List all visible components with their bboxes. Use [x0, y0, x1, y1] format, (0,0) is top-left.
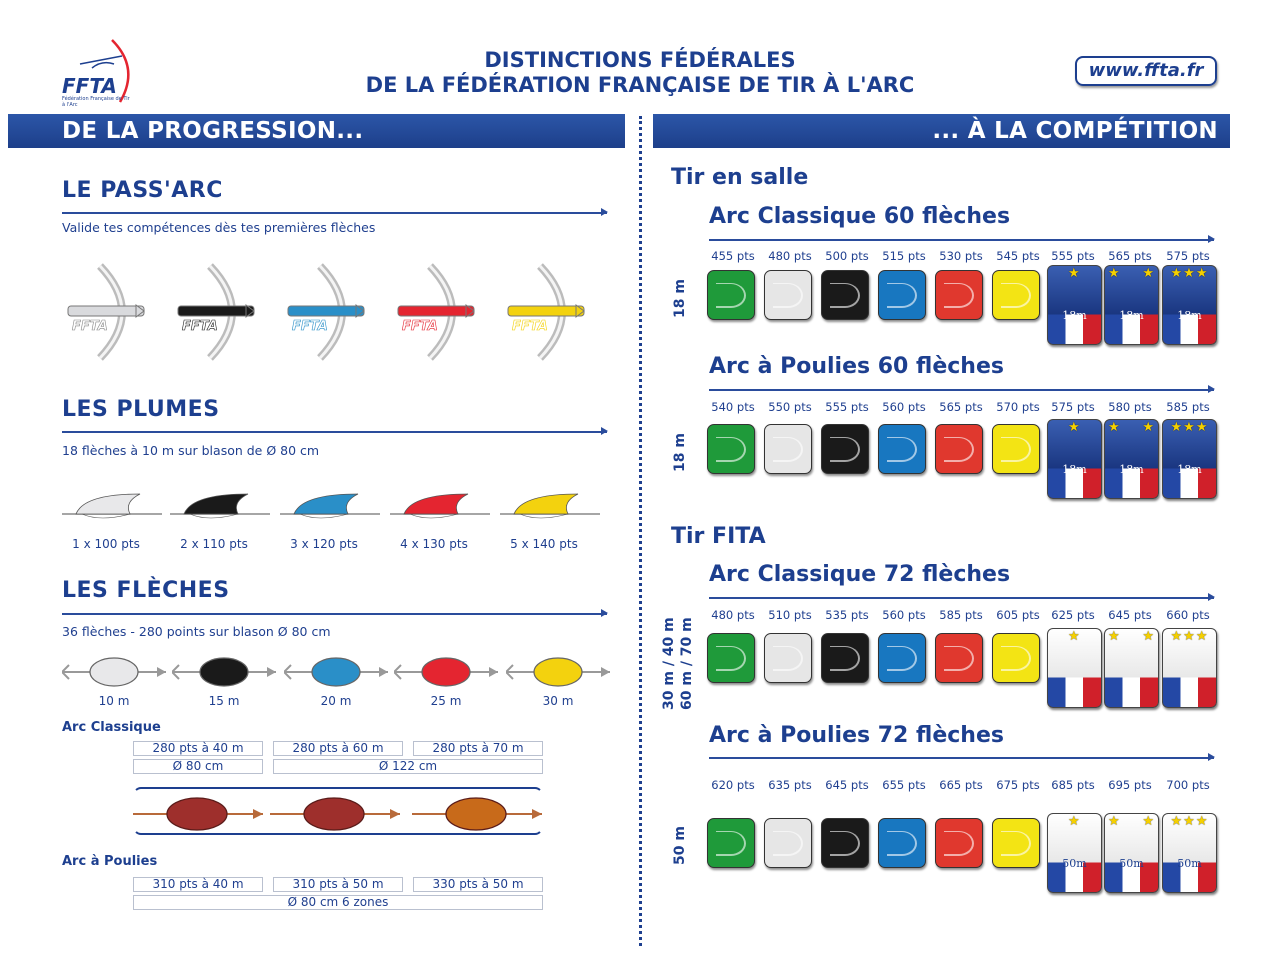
svg-text:FFTA: FFTA: [182, 319, 218, 334]
star-medal-icon: [1162, 419, 1217, 499]
poulies-box-3: 330 pts à 50 m: [413, 877, 543, 892]
star-icon: ★★★: [1170, 420, 1209, 435]
score-label: 555 pts: [825, 400, 869, 414]
passarc-badge-icon: [58, 262, 142, 362]
score-label: 500 pts: [825, 249, 869, 263]
score-label: 655 pts: [882, 778, 926, 792]
passarc-badge-icon: [388, 262, 472, 362]
score-label: 685 pts: [1051, 778, 1095, 792]
arrow-badge-icon: [506, 656, 610, 688]
medal-distance-label: 50m: [1119, 857, 1144, 870]
star-icon: ★: [1142, 814, 1155, 829]
website-link[interactable]: [1075, 56, 1217, 86]
score-label: 550 pts: [768, 400, 812, 414]
page-title-line1: DISTINCTIONS FÉDÉRALES: [484, 48, 796, 72]
star-icon: ★: [1108, 629, 1121, 644]
score-label: 645 pts: [825, 778, 869, 792]
star-icon: ★: [1068, 814, 1081, 829]
arrow-distance-label: 10 m: [98, 694, 130, 708]
star-icon: ★: [1108, 266, 1121, 281]
plumes-rule: [62, 431, 607, 433]
medal-distance-label: 18m: [1062, 309, 1087, 322]
star-medal-icon: [1104, 628, 1159, 708]
star-medal-icon: [1047, 628, 1102, 708]
color-badge-icon: [992, 633, 1040, 683]
star-icon: ★: [1068, 266, 1081, 281]
star-medal-icon: [1162, 628, 1217, 708]
passarc-badge-icon: [498, 262, 582, 362]
arrow-distance-label: 30 m: [542, 694, 574, 708]
website-label: www.ffta.fr: [1088, 60, 1204, 81]
color-badge-icon: [764, 818, 812, 868]
fita-classique-distance-1: 30 m / 40 m: [661, 617, 677, 710]
color-badge-icon: [935, 424, 983, 474]
fita-classique-rule: [709, 597, 1214, 599]
score-label: 585 pts: [939, 608, 983, 622]
feather-icon: [278, 492, 378, 526]
medal-distance-label: 50m: [1062, 857, 1087, 870]
plumes-subtitle: 18 flèches à 10 m sur blason de Ø 80 cm: [62, 443, 320, 458]
passarc-badge-icon: [278, 262, 362, 362]
score-label: 555 pts: [1051, 249, 1095, 263]
score-label: 515 pts: [882, 249, 926, 263]
poulies-box-1: 310 pts à 40 m: [133, 877, 263, 892]
score-label: 545 pts: [996, 249, 1040, 263]
star-icon: ★: [1068, 629, 1081, 644]
star-medal-icon: [1104, 419, 1159, 499]
star-icon: ★: [1142, 629, 1155, 644]
score-label: 560 pts: [882, 608, 926, 622]
star-icon: ★: [1108, 814, 1121, 829]
color-badge-icon: [878, 633, 926, 683]
star-icon: [1105, 267, 1158, 281]
svg-text:FFTA: FFTA: [292, 319, 328, 334]
color-badge-icon: [764, 633, 812, 683]
color-badge-icon: [935, 270, 983, 320]
classique-diam-1: Ø 80 cm: [133, 759, 263, 774]
score-label: 605 pts: [996, 608, 1040, 622]
right-banner-label: ... À LA COMPÉTITION: [932, 118, 1218, 144]
star-icon: [1105, 630, 1158, 644]
color-badge-icon: [707, 633, 755, 683]
star-icon: ★★★: [1170, 814, 1209, 829]
score-label: 700 pts: [1166, 778, 1210, 792]
fleches-title: LES FLÈCHES: [62, 578, 230, 603]
color-badge-icon: [764, 270, 812, 320]
color-badge-icon: [821, 270, 869, 320]
left-banner: [8, 114, 625, 148]
fita-poulies-distance: 50 m: [672, 826, 688, 865]
score-label: 645 pts: [1108, 608, 1152, 622]
score-label: 695 pts: [1108, 778, 1152, 792]
star-medal-icon: [1104, 813, 1159, 893]
svg-text:FFTA: FFTA: [72, 319, 108, 334]
score-label: 585 pts: [1166, 400, 1210, 414]
svg-text:FFTA: FFTA: [402, 319, 438, 334]
color-badge-icon: [707, 818, 755, 868]
star-medal-icon: [1047, 813, 1102, 893]
passarc-badge-icon: [168, 262, 252, 362]
star-icon: [1105, 421, 1158, 435]
score-label: 625 pts: [1051, 608, 1095, 622]
arrow-badge-icon: [172, 656, 276, 688]
arrow-distance-label: 15 m: [208, 694, 240, 708]
svg-text:FFTA: FFTA: [512, 319, 548, 334]
star-medal-icon: [1047, 265, 1102, 345]
score-label: 660 pts: [1166, 608, 1210, 622]
score-label: 535 pts: [825, 608, 869, 622]
score-label: 455 pts: [711, 249, 755, 263]
arrow-badge-icon: [62, 656, 166, 688]
center-divider: [639, 116, 642, 946]
medal-distance-label: 18m: [1177, 309, 1202, 322]
arrow-badge-icon: [394, 656, 498, 688]
page-title-line2: DE LA FÉDÉRATION FRANÇAISE DE TIR À L'ARC: [365, 73, 915, 97]
star-icon: ★: [1142, 266, 1155, 281]
star-icon: ★: [1142, 420, 1155, 435]
star-icon: [1105, 815, 1158, 829]
score-label: 540 pts: [711, 400, 755, 414]
score-label: 530 pts: [939, 249, 983, 263]
fleches-rule: [62, 613, 607, 615]
passarc-rule: [62, 212, 607, 214]
poulies-diam: Ø 80 cm 6 zones: [133, 895, 543, 910]
score-label: 560 pts: [882, 400, 926, 414]
plume-score-label: 4 x 130 pts: [400, 537, 468, 551]
bronze-arrow-icon: [133, 795, 263, 833]
feather-icon: [498, 492, 598, 526]
star-icon: ★★★: [1170, 629, 1209, 644]
medal-distance-label: 18m: [1119, 309, 1144, 322]
arc-classique-label: Arc Classique: [62, 720, 161, 735]
salle-title: Tir en salle: [671, 165, 809, 190]
salle-poulies-distance: 18 m: [672, 433, 688, 472]
score-label: 580 pts: [1108, 400, 1152, 414]
poulies-box-2: 310 pts à 50 m: [273, 877, 403, 892]
passarc-title: LE PASS'ARC: [62, 178, 223, 203]
color-badge-icon: [821, 818, 869, 868]
plume-score-label: 3 x 120 pts: [290, 537, 358, 551]
star-icon: ★: [1068, 420, 1081, 435]
star-medal-icon: [1047, 419, 1102, 499]
salle-poulies-title: Arc à Poulies 60 flèches: [709, 354, 1004, 379]
classique-box-1: 280 pts à 40 m: [133, 741, 263, 756]
ffta-logo: [62, 38, 142, 108]
color-badge-icon: [935, 818, 983, 868]
score-label: 665 pts: [939, 778, 983, 792]
color-badge-icon: [878, 270, 926, 320]
medal-distance-label: 18m: [1119, 463, 1144, 476]
fita-poulies-rule: [709, 757, 1214, 759]
color-badge-icon: [992, 270, 1040, 320]
color-badge-icon: [821, 424, 869, 474]
arrow-distance-label: 20 m: [320, 694, 352, 708]
classique-box-2: 280 pts à 60 m: [273, 741, 403, 756]
star-icon: ★: [1108, 420, 1121, 435]
color-badge-icon: [878, 424, 926, 474]
logo-subtext: Fédération Française de Tir à l'Arc: [62, 96, 130, 108]
score-label: 510 pts: [768, 608, 812, 622]
star-medal-icon: [1162, 813, 1217, 893]
medal-distance-label: 18m: [1177, 463, 1202, 476]
color-badge-icon: [992, 818, 1040, 868]
medal-distance-label: 50m: [1177, 857, 1202, 870]
right-banner: [653, 114, 1230, 148]
color-badge-icon: [821, 633, 869, 683]
score-label: 480 pts: [768, 249, 812, 263]
salle-classique-title: Arc Classique 60 flèches: [709, 204, 1011, 229]
plumes-title: LES PLUMES: [62, 397, 220, 422]
left-banner-label: DE LA PROGRESSION...: [62, 118, 364, 144]
score-label: 575 pts: [1051, 400, 1095, 414]
color-badge-icon: [764, 424, 812, 474]
fita-classique-distance-2: 60 m / 70 m: [679, 617, 695, 710]
classique-diam-2: Ø 122 cm: [273, 759, 543, 774]
fita-poulies-title: Arc à Poulies 72 flèches: [709, 723, 1004, 748]
fita-title: Tir FITA: [671, 524, 766, 549]
bronze-arrow-icon: [270, 795, 400, 833]
color-badge-icon: [707, 270, 755, 320]
score-label: 565 pts: [1108, 249, 1152, 263]
color-badge-icon: [707, 424, 755, 474]
score-label: 635 pts: [768, 778, 812, 792]
fita-classique-title: Arc Classique 72 flèches: [709, 562, 1011, 587]
color-badge-icon: [878, 818, 926, 868]
salle-classique-rule: [709, 239, 1214, 241]
plume-score-label: 1 x 100 pts: [72, 537, 140, 551]
medal-distance-label: 18m: [1062, 463, 1087, 476]
score-label: 570 pts: [996, 400, 1040, 414]
score-label: 565 pts: [939, 400, 983, 414]
plume-score-label: 2 x 110 pts: [180, 537, 248, 551]
star-medal-icon: [1104, 265, 1159, 345]
plume-score-label: 5 x 140 pts: [510, 537, 578, 551]
star-icon: ★★★: [1170, 266, 1209, 281]
arrow-badge-icon: [284, 656, 388, 688]
arc-poulies-label: Arc à Poulies: [62, 854, 158, 869]
score-label: 675 pts: [996, 778, 1040, 792]
feather-icon: [388, 492, 488, 526]
bronze-arrow-icon: [412, 795, 542, 833]
salle-poulies-rule: [709, 389, 1214, 391]
color-badge-icon: [935, 633, 983, 683]
classique-box-3: 280 pts à 70 m: [413, 741, 543, 756]
feather-icon: [60, 492, 160, 526]
score-label: 620 pts: [711, 778, 755, 792]
fleches-subtitle: 36 flèches - 280 points sur blason Ø 80 cm: [62, 624, 331, 639]
passarc-subtitle: Valide tes compétences dès tes premières flèches: [62, 220, 376, 235]
arrow-distance-label: 25 m: [430, 694, 462, 708]
score-label: 575 pts: [1166, 249, 1210, 263]
star-medal-icon: [1162, 265, 1217, 345]
salle-classique-distance: 18 m: [672, 279, 688, 318]
score-label: 480 pts: [711, 608, 755, 622]
logo-text: FFTA: [62, 74, 117, 98]
color-badge-icon: [992, 424, 1040, 474]
feather-icon: [168, 492, 268, 526]
